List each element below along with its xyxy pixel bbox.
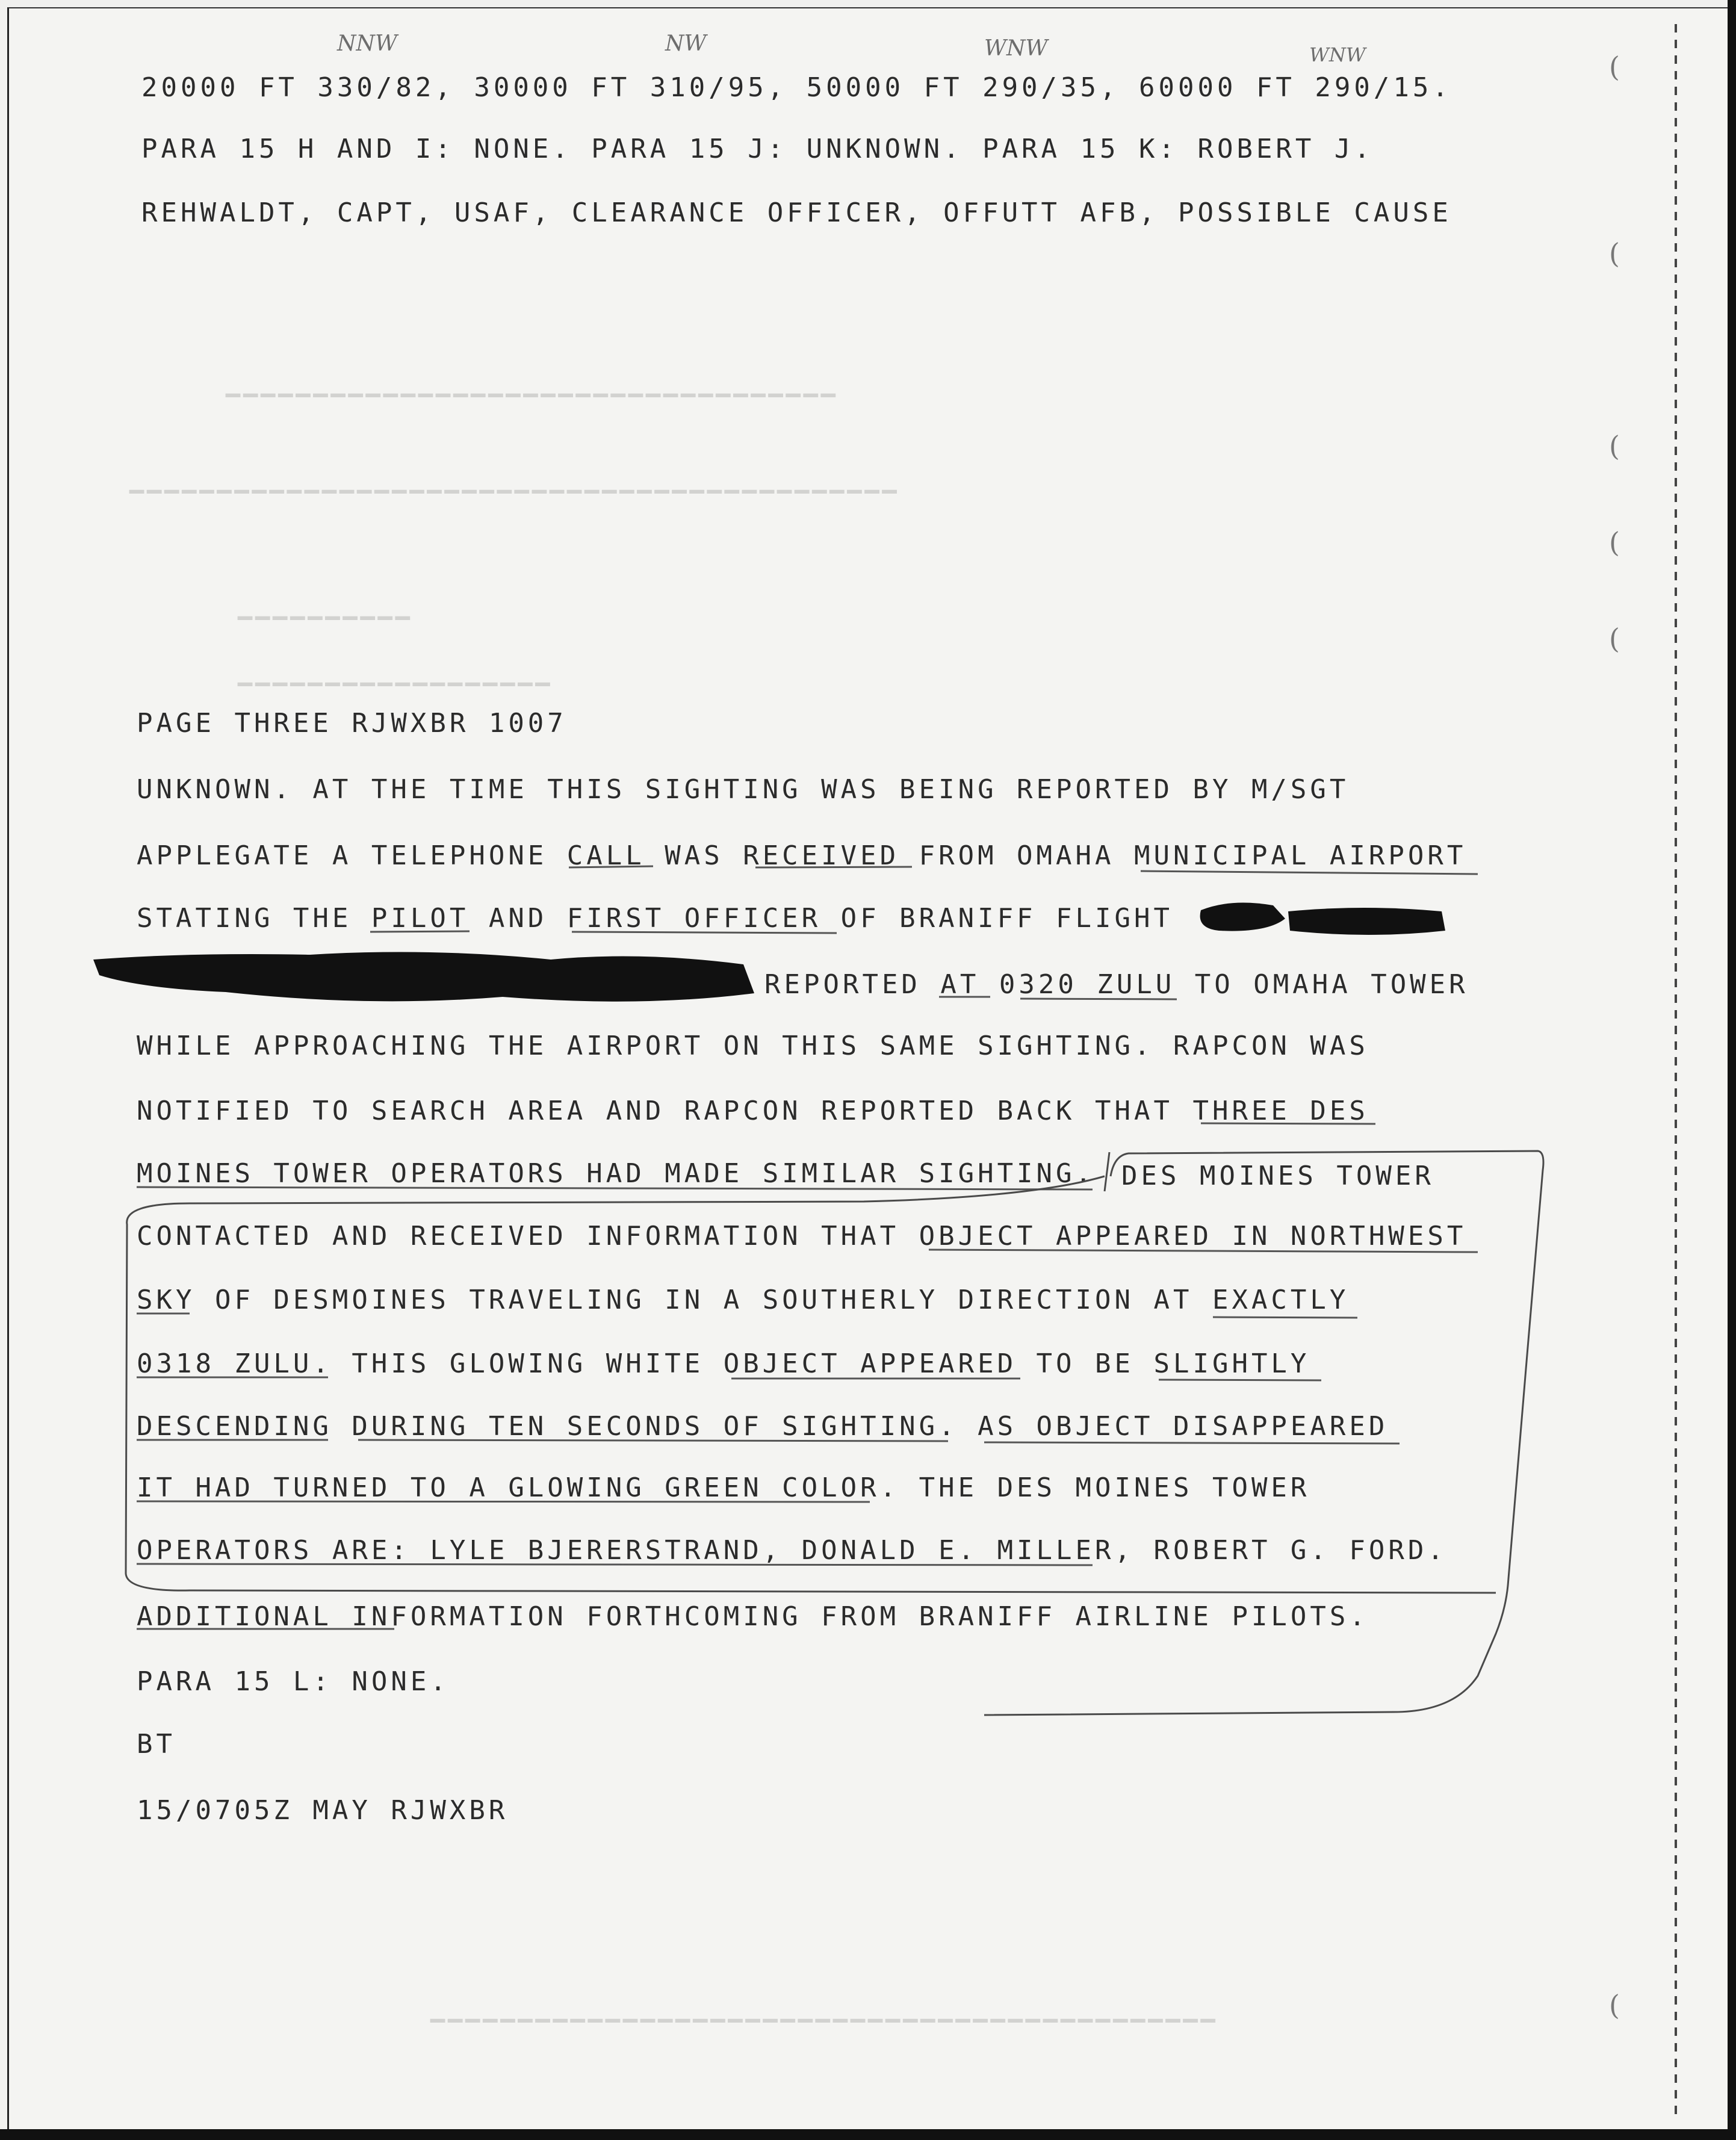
bleed-through: ▁▁▁▁▁▁▁▁▁▁▁▁▁▁▁▁▁▁▁▁▁▁▁▁▁▁▁▁▁▁▁▁▁▁▁▁▁▁▁▁▁▁▁▁▁ bbox=[430, 1995, 1218, 2023]
margin-mark: ( bbox=[1609, 622, 1620, 655]
underline-first-officer bbox=[572, 932, 837, 933]
underline-call bbox=[569, 866, 653, 867]
underline-object-appeared bbox=[929, 1250, 1478, 1252]
text-line: BT bbox=[137, 1729, 176, 1760]
perforation-line bbox=[1675, 24, 1677, 2119]
underline-during bbox=[358, 1440, 948, 1441]
text-line: STATING THE PILOT AND FIRST OFFICER OF BRANIFF FLIGHT bbox=[137, 903, 1173, 934]
text-line: UNKNOWN. AT THE TIME THIS SIGHTING WAS BEING REPORTED BY M/SGT bbox=[137, 774, 1350, 805]
handwritten-box-right bbox=[984, 1151, 1543, 1715]
date-time-group: 15/0705Z MAY RJWXBR bbox=[137, 1795, 509, 1826]
page-header: PAGE THREE RJWXBR 1007 bbox=[137, 708, 567, 739]
redaction-flight-number bbox=[1200, 903, 1285, 931]
underline-airport bbox=[1141, 871, 1478, 874]
text-line: SKY OF DESMOINES TRAVELING IN A SOUTHERLY DIRECTION AT EXACTLY bbox=[137, 1285, 1350, 1315]
handwritten-note: WNW bbox=[1309, 43, 1366, 66]
teletype-page bbox=[7, 7, 1731, 2134]
margin-mark: ( bbox=[1609, 526, 1620, 559]
text-line: REHWALDT, CAPT, USAF, CLEARANCE OFFICER, OFFUTT AFB, POSSIBLE CAUSE bbox=[141, 197, 1452, 228]
text-line: 20000 FT 330/82, 30000 FT 310/95, 50000 FT 290/35, 60000 FT 290/15. bbox=[141, 72, 1452, 103]
bleed-through: ▁▁▁▁▁▁▁▁▁▁ bbox=[238, 592, 413, 620]
text-line: WHILE APPROACHING THE AIRPORT ON THIS SAME SIGHTING. RAPCON WAS bbox=[137, 1031, 1369, 1061]
handwritten-box-left bbox=[126, 1176, 1496, 1593]
redaction-flight-number-2 bbox=[1288, 908, 1445, 935]
underline-disappeared bbox=[984, 1442, 1400, 1444]
bleed-through: ▁▁▁▁▁▁▁▁▁▁▁▁▁▁▁▁▁▁▁▁▁▁▁▁▁▁▁▁▁▁▁▁▁▁▁ bbox=[226, 370, 839, 397]
scan-edge-bottom bbox=[0, 2129, 1736, 2140]
scan-edge-right bbox=[1728, 0, 1736, 2140]
text-line: DES MOINES TOWER bbox=[1121, 1161, 1434, 1191]
margin-mark: ( bbox=[1609, 1989, 1620, 2021]
redaction-marks bbox=[93, 903, 1445, 1002]
margin-mark: ( bbox=[1609, 51, 1620, 83]
margin-mark: ( bbox=[1609, 430, 1620, 462]
bleed-through: ▁▁▁▁▁▁▁▁▁▁▁▁▁▁▁▁▁▁ bbox=[238, 659, 553, 686]
text-line: OPERATORS ARE: LYLE BJERERSTRAND, DONALD E. MILLER, ROBERT G. FORD. bbox=[137, 1535, 1447, 1566]
underline-moines-tower bbox=[137, 1187, 1093, 1189]
text-line: DESCENDING DURING TEN SECONDS OF SIGHTING. AS OBJECT DISAPPEARED bbox=[137, 1411, 1389, 1442]
underline-three-des bbox=[1201, 1123, 1375, 1124]
bleed-through: ▁▁▁▁▁▁▁▁▁▁▁▁▁▁▁▁▁▁▁▁▁▁▁▁▁▁▁▁▁▁▁▁▁▁▁▁▁▁▁▁▁▁▁▁ bbox=[129, 466, 900, 494]
handwritten-note: WNW bbox=[984, 36, 1048, 61]
text-line: ADDITIONAL INFORMATION FORTHCOMING FROM BRANIFF AIRLINE PILOTS. bbox=[137, 1601, 1369, 1632]
handwritten-tick bbox=[1105, 1152, 1109, 1191]
underline-turned bbox=[137, 1501, 870, 1502]
margin-mark: ( bbox=[1609, 237, 1620, 270]
text-line: MOINES TOWER OPERATORS HAD MADE SIMILAR SIGHTING. bbox=[137, 1158, 1096, 1189]
text-line: PARA 15 L: NONE. bbox=[137, 1666, 450, 1697]
redaction-names bbox=[93, 952, 754, 1002]
markup-layer bbox=[9, 8, 1731, 2134]
text-line: APPLEGATE A TELEPHONE CALL WAS RECEIVED FROM OMAHA MUNICIPAL AIRPORT bbox=[137, 840, 1467, 871]
handwritten-note: NNW bbox=[337, 31, 398, 56]
underline-operators bbox=[137, 1564, 1093, 1565]
text-line: REPORTED AT 0320 ZULU TO OMAHA TOWER bbox=[764, 969, 1469, 1000]
text-line: CONTACTED AND RECEIVED INFORMATION THAT OBJECT APPEARED IN NORTHWEST bbox=[137, 1221, 1467, 1251]
text-line: IT HAD TURNED TO A GLOWING GREEN COLOR. THE DES MOINES TOWER bbox=[137, 1472, 1310, 1503]
text-line: PARA 15 H AND I: NONE. PARA 15 J: UNKNOWN. PARA 15 K: ROBERT J. bbox=[141, 134, 1374, 164]
underline-exactly bbox=[1213, 1317, 1357, 1318]
text-line: 0318 ZULU. THIS GLOWING WHITE OBJECT APPEARED TO BE SLIGHTLY bbox=[137, 1348, 1310, 1379]
handwritten-note: NW bbox=[665, 31, 707, 56]
text-line: NOTIFIED TO SEARCH AREA AND RAPCON REPORTED BACK THAT THREE DES bbox=[137, 1096, 1369, 1126]
underline-pilot bbox=[370, 931, 470, 932]
